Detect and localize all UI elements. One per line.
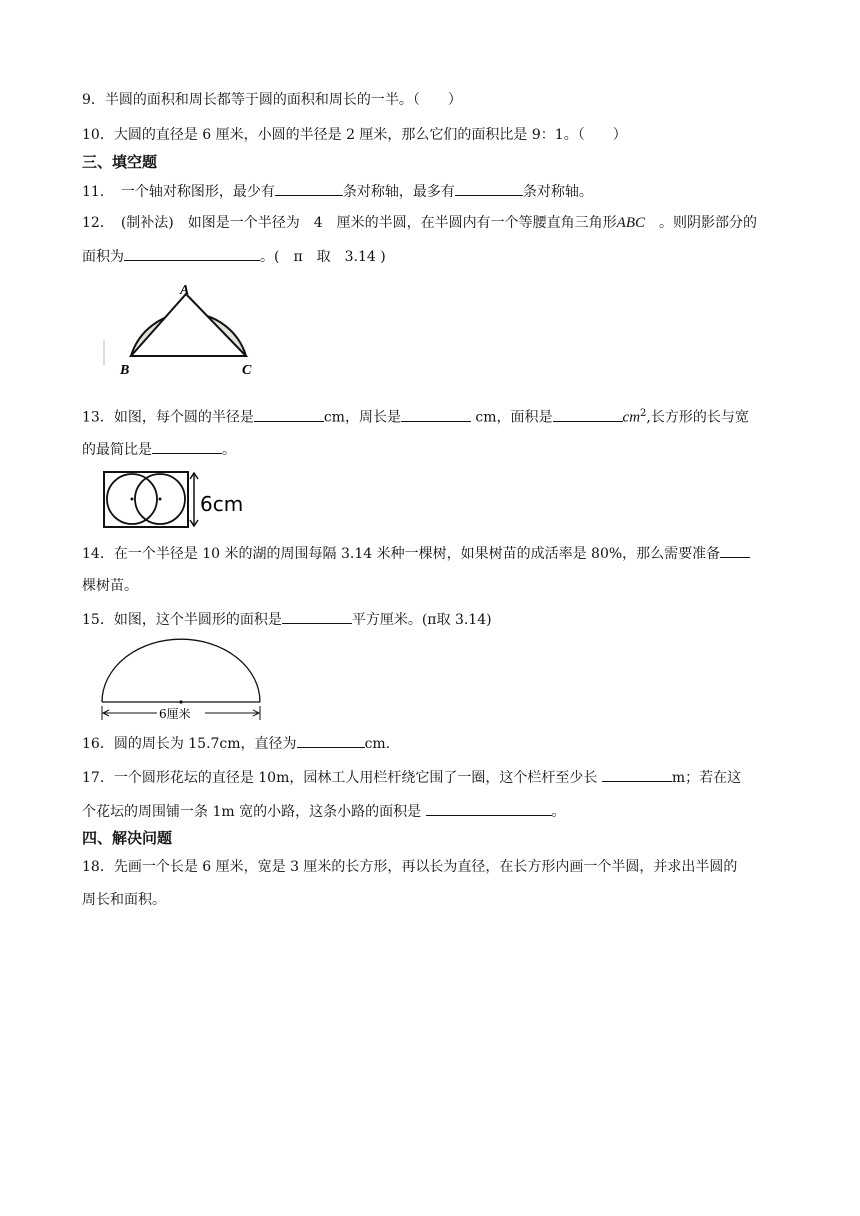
question-13-text-f: 。 [222, 442, 236, 458]
question-11-text-a: 11． 一个轴对称图形，最少有 [82, 184, 275, 200]
question-9-text: 9．半圆的面积和周长都等于圆的面积和周长的一半。（ ） [82, 92, 462, 108]
question-11-text-b: 条对称轴，最多有 [342, 184, 455, 200]
question-13-text-e: 的最简比是 [82, 442, 152, 458]
area-unit: cm [622, 409, 641, 426]
answer-blank-14[interactable] [720, 543, 750, 558]
question-9 [82, 90, 462, 110]
question-16-text-a: 16．圆的周长为 15.7cm，直径为 [82, 736, 297, 752]
semicircle-triangle-figure [104, 280, 264, 380]
answer-blank-12[interactable] [124, 246, 260, 261]
question-15-text-b: 平方厘米。(π取 3.14) [351, 612, 492, 628]
question-12-text-c: 面积为 [82, 249, 124, 265]
answer-blank-15[interactable] [282, 609, 352, 624]
semicircle-figure [99, 640, 264, 725]
triangle-name: ABC [616, 215, 645, 231]
question-16 [82, 733, 390, 754]
question-17-text-b: m；若在这 [671, 770, 742, 786]
label-a: A [180, 283, 190, 298]
question-13-text-d: ,长方形的长与宽 [646, 409, 749, 426]
question-13-line-1 [82, 404, 749, 428]
question-16-text-b: cm. [364, 736, 391, 752]
question-13-text-b: cm，周长是 [323, 409, 401, 426]
answer-blank-13b[interactable] [401, 407, 471, 422]
answer-blank-17b[interactable] [426, 801, 552, 816]
answer-blank-13a[interactable] [254, 407, 324, 422]
question-18-line-1 [82, 857, 737, 877]
question-17-line-2 [82, 801, 566, 822]
answer-blank-13c[interactable] [553, 407, 623, 422]
question-18-text-b: 周长和面积。 [82, 892, 166, 908]
question-18-text-a: 18．先画一个长是 6 厘米，宽是 3 厘米的长方形，再以长为直径，在长方形内画一个半圆，并求出半圆的 [82, 859, 738, 875]
question-11-text-c: 条对称轴。 [522, 184, 593, 200]
question-13-text-c: cm，面积是 [475, 409, 553, 426]
question-10-text: 10．大圆的直径是 6 厘米，小圆的半径是 2 厘米，那么它们的面积比是 9：1。（ ） [82, 127, 627, 143]
answer-blank-11b[interactable] [455, 181, 523, 196]
question-14-text-b: 棵树苗。 [82, 578, 138, 594]
question-12-text-b: 。则阴影部分的 [659, 215, 757, 231]
question-13-text-a: 13．如图，每个圆的半径是 [82, 409, 254, 426]
question-10 [82, 125, 627, 145]
answer-blank-13d[interactable] [152, 439, 222, 454]
question-12-text-a: 12． (制补法) 如图是一个半径为 4 厘米的半圆，在半圆内有一个等腰直角三角形 [82, 215, 617, 231]
rectangle-width-label: 6cm [200, 492, 244, 516]
question-12-line-2 [82, 246, 386, 267]
question-17-text-c: 个花坛的周围铺一条 1m 宽的小路，这条小路的面积是 [82, 804, 422, 820]
question-12-line-1 [82, 213, 757, 233]
question-15-text-a: 15．如图，这个半圆形的面积是 [82, 612, 282, 628]
question-14-line-2 [82, 576, 138, 596]
answer-blank-11a[interactable] [275, 181, 343, 196]
question-14-text-a: 14．在一个半径是 10 米的湖的周围每隔 3.14 米种一棵树，如果树苗的成活率是 80%，那么需要准备 [82, 546, 721, 562]
diameter-label: 6厘米 [159, 707, 191, 721]
question-18-line-2 [82, 890, 166, 910]
answer-blank-16[interactable] [297, 733, 365, 748]
question-17-line-1 [82, 767, 741, 788]
label-b: B [120, 363, 130, 378]
question-11 [82, 181, 593, 202]
question-17-text-a: 17．一个圆形花坛的直径是 10m，园林工人用栏杆绕它围了一圈，这个栏杆至少长 [82, 770, 598, 786]
question-14-line-1 [82, 543, 750, 564]
question-12-text-d: 。( π 取 3.14 ) [260, 249, 386, 265]
question-13-line-2 [82, 439, 236, 460]
two-circles-rectangle-figure [103, 471, 253, 529]
answer-blank-17a[interactable] [602, 767, 672, 782]
question-17-text-d: 。 [551, 804, 566, 820]
label-c: C [242, 363, 252, 378]
section-3-heading: 三、填空题 [82, 153, 158, 171]
area-unit-exponent: 2 [640, 408, 647, 419]
question-15 [82, 609, 492, 630]
section-4-heading: 四、解决问题 [82, 829, 173, 847]
